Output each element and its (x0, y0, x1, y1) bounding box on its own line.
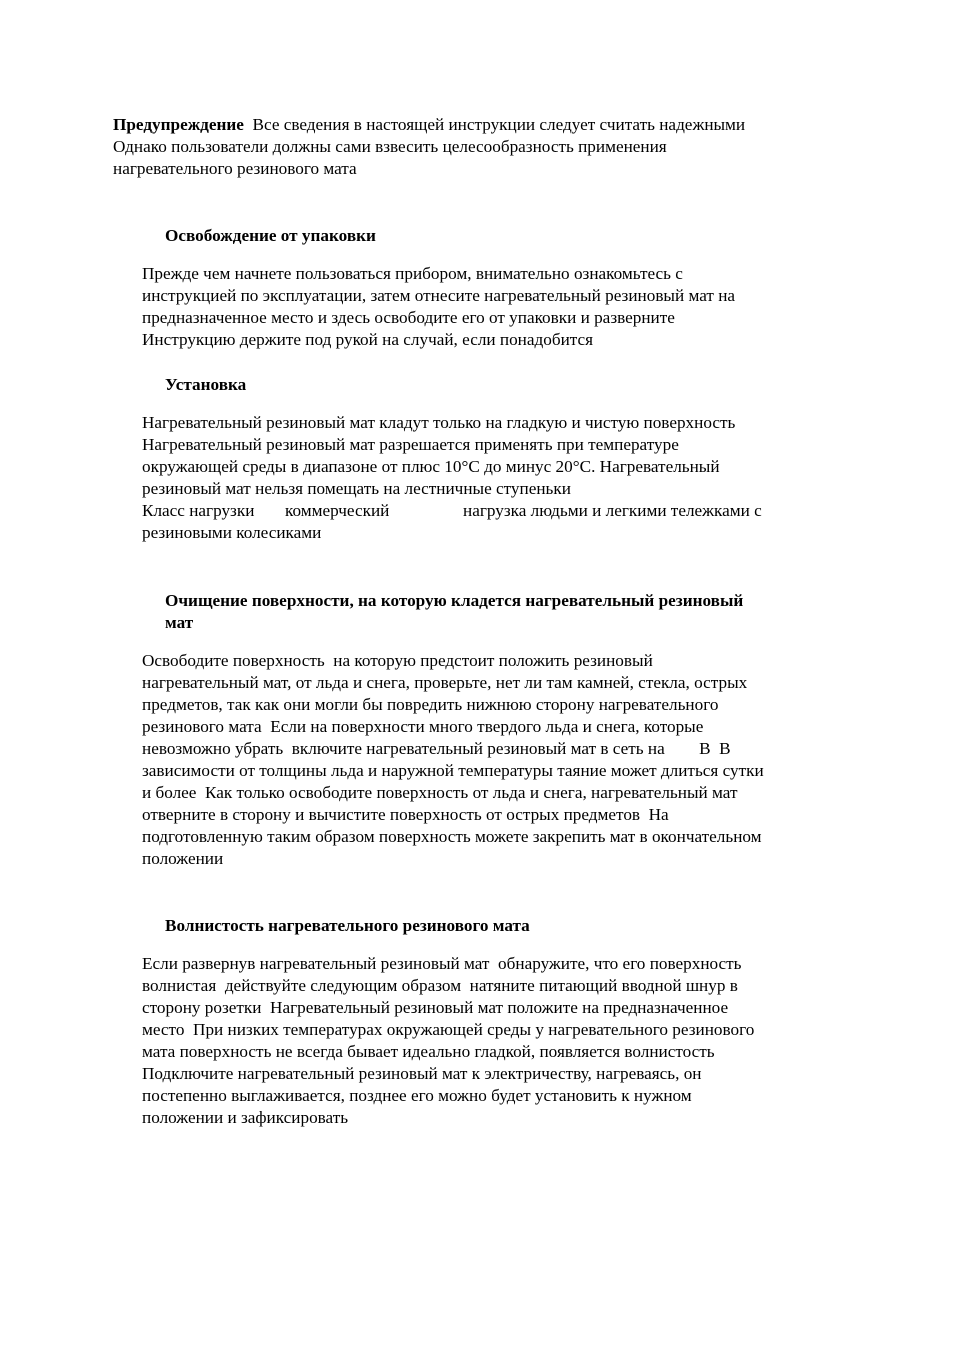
waviness-line: волнистая действуйте следующим образом натяните питающий вводной шнур в (142, 976, 738, 995)
waviness-line: Подключите нагревательный резиновый мат к электричеству, нагреваясь, он (142, 1064, 702, 1083)
warning-text: Все сведения в настоящей инструкции следует считать надежными (243, 115, 746, 134)
unpacking-heading: Освобождение от упаковки (165, 226, 376, 245)
installation-line: резиновый мат нельзя помещать на лестничные ступеньки (142, 479, 571, 498)
cleaning-line: подготовленную таким образом поверхность можете закрепить мат в окончательном (142, 827, 762, 846)
waviness-line: положении и зафиксировать (142, 1108, 349, 1127)
warning-line-3: нагревательного резинового мата (113, 159, 357, 178)
load-class-label: Класс нагрузки (142, 501, 255, 520)
cleaning-line: предметов, так как они могли бы повредить нижнюю сторону нагревательного (142, 695, 719, 714)
unpacking-line: Прежде чем начнете пользоваться прибором, внимательно ознакомьтесь с (142, 264, 683, 283)
cleaning-heading-line-1: Очищение поверхности, на которую кладется нагревательный резиновый (165, 591, 744, 610)
installation-heading: Установка (165, 375, 247, 394)
waviness-line: мата поверхность не всегда бывает идеально гладкой, появляется волнистость (142, 1042, 715, 1061)
waviness-line: постепенно выглаживается, позднее его можно будет установить к нужном (142, 1086, 692, 1105)
warning-label: Предупреждение (113, 115, 244, 134)
cleaning-line: резинового мата Если на поверхности много твердого льда и снега, которые (142, 717, 704, 736)
installation-line: окружающей среды в диапазоне от плюс 10°С до минус 20°С. Нагревательный (142, 457, 720, 476)
load-class-description: нагрузка людьми и легкими тележками с (463, 501, 762, 520)
cleaning-line: невозможно убрать включите нагревательный резиновый мат в сеть на В В (142, 739, 731, 758)
unpacking-line: Инструкцию держите под рукой на случай, если понадобится (142, 330, 594, 349)
waviness-line: место При низких температурах окружающей среды у нагревательного резинового (142, 1020, 755, 1039)
waviness-heading: Волнистость нагревательного резинового мата (165, 916, 530, 935)
unpacking-line: инструкцией по эксплуатации, затем отнесите нагревательный резиновый мат на (142, 286, 736, 305)
warning-line-1 (113, 114, 745, 136)
installation-line: Нагревательный резиновый мат разрешается применять при температуре (142, 435, 679, 454)
cleaning-line: зависимости от толщины льда и наружной температуры таяние может длиться сутки (142, 761, 764, 780)
cleaning-line: положении (142, 849, 224, 868)
cleaning-line: и более Как только освободите поверхность от льда и снега, нагревательный мат (142, 783, 738, 802)
cleaning-line: нагревательный мат, от льда и снега, проверьте, нет ли там камней, стекла, острых (142, 673, 748, 692)
cleaning-line: отверните в сторону и вычистите поверхность от острых предметов На (142, 805, 669, 824)
waviness-line: сторону розетки Нагревательный резиновый мат положите на предназначенное (142, 998, 729, 1017)
installation-line: Нагревательный резиновый мат кладут только на гладкую и чистую поверхность (142, 413, 736, 432)
warning-line-2: Однако пользователи должны сами взвесить целесообразность применения (113, 137, 667, 156)
load-class-value: коммерческий (285, 501, 390, 520)
unpacking-line: предназначенное место и здесь освободите его от упаковки и разверните (142, 308, 675, 327)
cleaning-heading-line-2: мат (165, 613, 194, 632)
load-class-description-cont: резиновыми колесиками (142, 523, 322, 542)
waviness-line: Если развернув нагревательный резиновый мат обнаружите, что его поверхность (142, 954, 742, 973)
cleaning-line: Освободите поверхность на которую предстоит положить резиновый (142, 651, 653, 670)
